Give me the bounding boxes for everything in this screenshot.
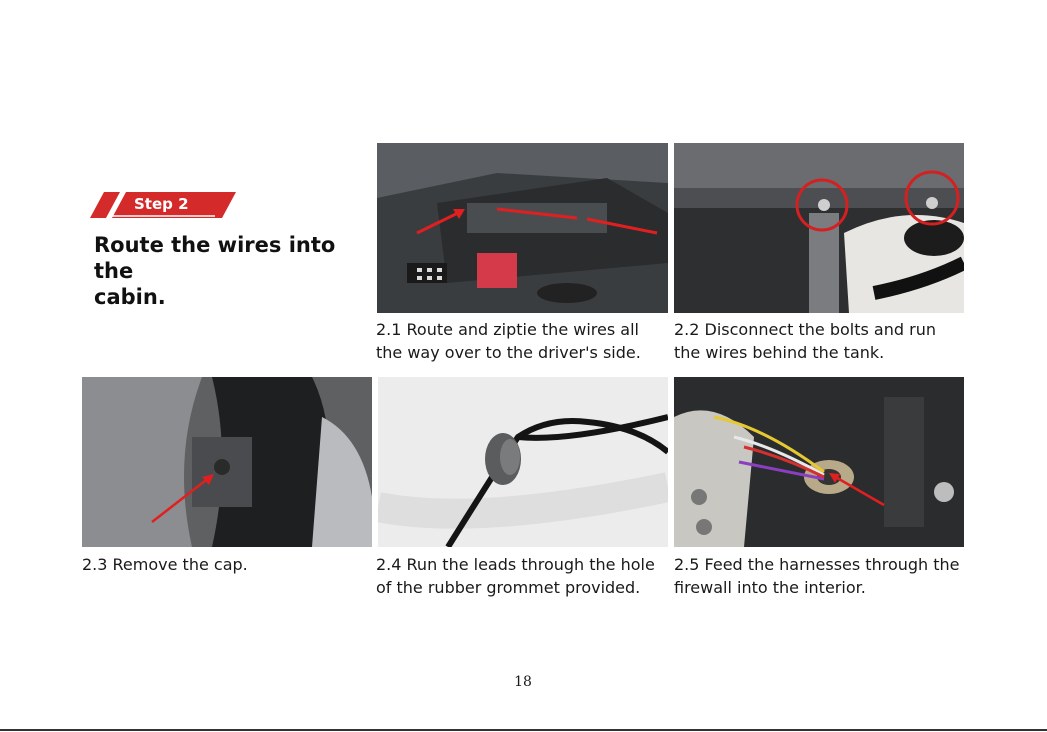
step-badge bbox=[90, 192, 236, 218]
caption-step-2-3 bbox=[82, 553, 248, 576]
caption-step-2-1 bbox=[376, 318, 641, 364]
caption-line: 2.5 Feed the harnesses through the bbox=[674, 555, 960, 574]
step-heading-line-1: Route the wires into the bbox=[94, 233, 336, 283]
caption-line: of the rubber grommet provided. bbox=[376, 578, 641, 597]
page-bottom-rule bbox=[0, 729, 1047, 731]
caption-step-2-5 bbox=[674, 553, 960, 599]
photo-step-2-3 bbox=[82, 377, 372, 547]
caption-line: 2.4 Run the leads through the hole bbox=[376, 555, 655, 574]
step-badge-label: Step 2 bbox=[134, 195, 189, 213]
caption-step-2-2 bbox=[674, 318, 936, 364]
photo-step-2-4 bbox=[378, 377, 668, 547]
step-heading-line-2: cabin. bbox=[94, 285, 166, 309]
caption-line: the way over to the driver's side. bbox=[376, 343, 641, 362]
page-number: 18 bbox=[514, 674, 532, 690]
caption-line: firewall into the interior. bbox=[674, 578, 866, 597]
caption-line: 2.2 Disconnect the bolts and run bbox=[674, 320, 936, 339]
photo-step-2-1 bbox=[377, 143, 668, 313]
caption-line: 2.1 Route and ziptie the wires all bbox=[376, 320, 639, 339]
caption-step-2-4 bbox=[376, 553, 655, 599]
step-heading bbox=[94, 232, 364, 310]
photo-step-2-2 bbox=[674, 143, 964, 313]
photo-step-2-5 bbox=[674, 377, 964, 547]
caption-line: the wires behind the tank. bbox=[674, 343, 885, 362]
caption-line: 2.3 Remove the cap. bbox=[82, 555, 248, 574]
